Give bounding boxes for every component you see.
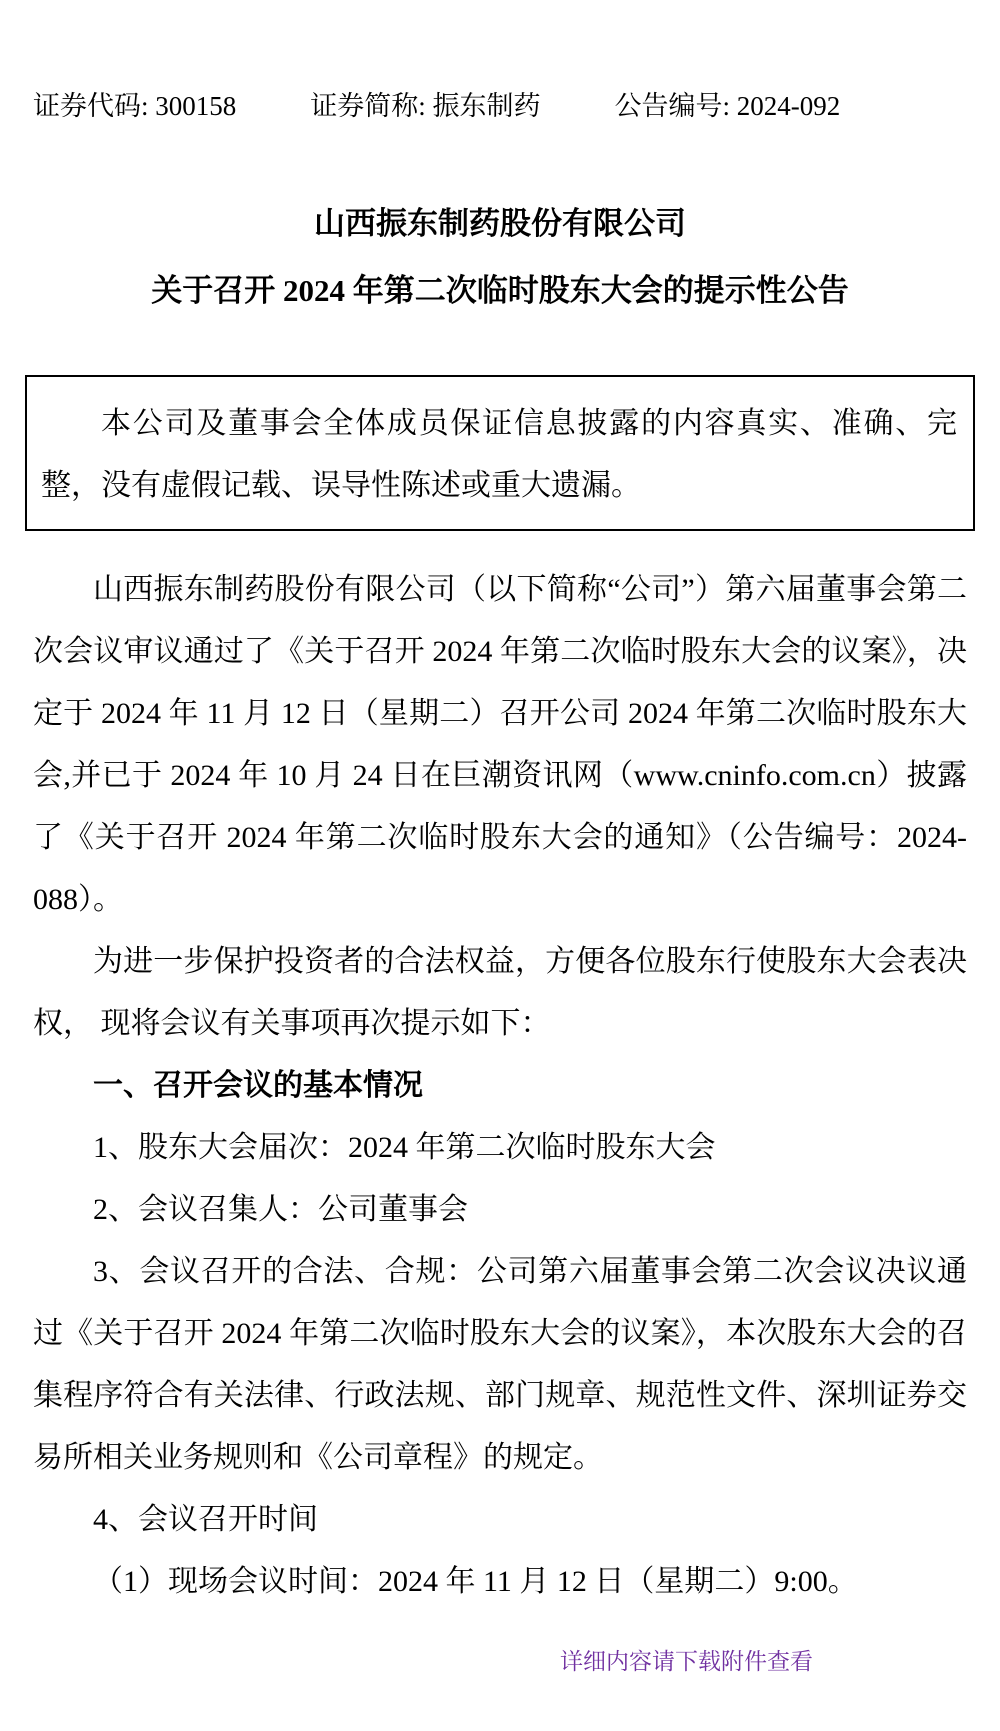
stock-code: 证券代码: 300158: [33, 91, 237, 121]
disclaimer-box: [25, 375, 975, 531]
disclaimer-text: 本公司及董事会全体成员保证信息披露的内容真实、准确、完整，没有虚假记载、误导性陈述或重大遗漏。: [41, 407, 957, 502]
document-header: [33, 84, 967, 123]
item-meeting-session: 1、股东大会届次：2024 年第二次临时股东大会: [93, 1131, 716, 1164]
item-meeting-legality: 3、会议召开的合法、合规：公司第六届董事会第二次会议决议通过《关于召开 2024 年第二次临时股东大会的议案》，本次股东大会的召集程序符合有关法律、行政法规、部门规章、规范性文件、深圳证券交易所相关业务规则和《公司章程》的规定。: [33, 1255, 967, 1474]
item-meeting-time-heading: 4、会议召开时间: [93, 1503, 318, 1536]
stock-short-name: 证券简称: 振东制药: [310, 91, 541, 121]
item-meeting-convener: 2、会议召集人：公司董事会: [93, 1193, 468, 1226]
section-heading-meeting-basic-info: 一、召开会议的基本情况: [93, 1069, 423, 1102]
paragraph-board-resolution: 山西振东制药股份有限公司（以下简称“公司”）第六届董事会第二次会议审议通过了《关于召开 2024 年第二次临时股东大会的议案》，决定于 2024 年 11 月 12 日（星期二）召开公司 2024 年第二次临时股东大会,并已于 2024 年 10 月 24 日在巨潮资讯网（www.cninfo.com.cn）披露了《关于召开 2024 年第二次临时股东大会的通知》（公告编号：2024-088）。: [33, 573, 967, 916]
attachment-download-link[interactable]: 详细内容请下载附件查看: [560, 1649, 813, 1674]
company-name-title: 山西振东制药股份有限公司: [314, 206, 686, 241]
paragraph-reminder-purpose: 为进一步保护投资者的合法权益，方便各位股东行使股东大会表决权， 现将会议有关事项再次提示如下：: [33, 945, 967, 1040]
announcement-title: 关于召开 2024 年第二次临时股东大会的提示性公告: [151, 273, 849, 308]
item-onsite-meeting-time: （1）现场会议时间：2024 年 11 月 12 日（星期二）9:00。: [93, 1565, 858, 1598]
announcement-number: 公告编号: 2024-092: [614, 91, 841, 121]
